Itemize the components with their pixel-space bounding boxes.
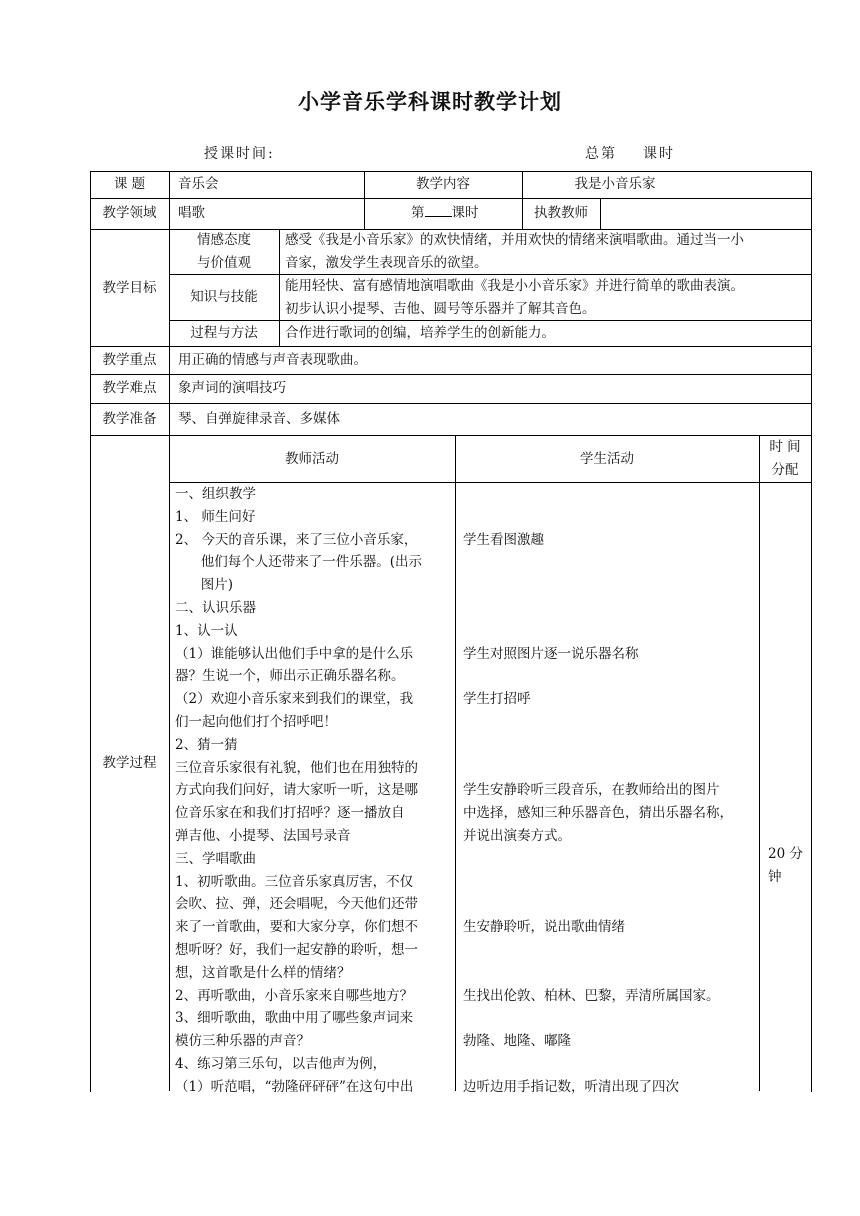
student-activity-line <box>463 962 759 985</box>
student-activity-line: 并说出演奏方式。 <box>463 827 571 844</box>
teacher-activity-line: 想听呀？好，我们一起安静的聆听，想一 <box>175 941 418 958</box>
teacher-activity-header: 教师活动 <box>285 451 339 467</box>
topic-label: 课 题 <box>113 176 146 192</box>
teacher-activity-line: 他们每个人还带来了一件乐器。(出示 <box>175 554 423 571</box>
student-activity-line <box>463 757 759 780</box>
lesson-label: 课时 <box>643 146 675 162</box>
skills-label: 知识与技能 <box>190 289 258 305</box>
student-activity-line <box>463 620 759 643</box>
student-activity-line: 学生安静聆听三段音乐，在教师给出的图片 <box>463 782 720 799</box>
teacher-activity-line: 1、认一认 <box>175 622 238 639</box>
student-activity-line <box>463 1053 759 1076</box>
teacher-activity-line: 3、细听歌曲，歌曲中用了哪些象声词来 <box>175 1010 414 1027</box>
teacher-activity-line: 想，这首歌是什么样的情绪？ <box>175 964 351 981</box>
method-text: 合作进行歌词的创编，培养学生的创新能力。 <box>285 325 555 341</box>
teacher-activity-line: （2）欢迎小音乐家来到我们的课堂，我 <box>175 691 414 708</box>
teacher-activity-line: 三、学唱歌曲 <box>175 850 256 867</box>
student-activity-list <box>463 483 759 1099</box>
period-prefix: 第 <box>411 205 425 221</box>
attitude-text: 感受《我是小音乐家》的欢快情绪，并用欢快的情绪来演唱歌曲。通过当一小 音家，激发学生表现音乐的欲望。 <box>285 232 744 271</box>
time-allocation: 20 分 钟 <box>768 846 803 885</box>
attitude-label: 情感态度 与价值观 <box>197 232 251 271</box>
process-label: 教学过程 <box>102 755 157 771</box>
teacher-activity-line: 2、猜一猜 <box>175 736 238 753</box>
student-activity-line: 边听边用手指记数，听清出现了四次 <box>463 1078 679 1095</box>
teacher-activity-line: 方式向我们问好，请大家听一听，这是哪 <box>175 782 418 799</box>
student-activity-line <box>463 893 759 916</box>
page-title: 小学音乐学科课时教学计划 <box>298 90 562 114</box>
difficulty-value: 象声词的演唱技巧 <box>178 380 286 396</box>
student-activity-header: 学生活动 <box>580 451 634 467</box>
student-activity-line <box>463 1007 759 1030</box>
student-activity-line <box>463 848 759 871</box>
total-label: 总第 <box>585 146 617 162</box>
student-activity-line <box>463 597 759 620</box>
teacher-activity-line: 图片) <box>175 577 234 594</box>
teacher-activity-line: （1）谁能够认出他们手中拿的是什么乐 <box>175 645 414 662</box>
preparation-value: 琴、自弹旋律录音、多媒体 <box>178 411 340 427</box>
student-activity-line <box>463 506 759 529</box>
student-activity-line: 中选择，感知三种乐器音色，猜出乐器名称， <box>463 805 733 822</box>
time-header: 时 间 分配 <box>769 439 801 478</box>
teacher-activity-line: 2、 今天的音乐课，来了三位小音乐家， <box>175 531 418 548</box>
student-activity-line <box>463 711 759 734</box>
student-activity-line: 生找出伦敦、柏林、巴黎，弄清所属国家。 <box>463 987 720 1004</box>
lesson-time-label: 授课时间: <box>204 146 275 162</box>
lesson-count <box>585 143 675 163</box>
goals-label: 教学目标 <box>102 280 157 296</box>
student-activity-line: 学生看图激趣 <box>463 531 544 548</box>
student-activity-line: 生安静聆听，说出歌曲情绪 <box>463 919 625 936</box>
student-activity-line <box>463 551 759 574</box>
teacher-activity-line: 位音乐家在和我们打招呼？逐一播放自 <box>175 805 405 822</box>
student-activity-line: 勃隆、地隆、嘟隆 <box>463 1033 571 1050</box>
key-point-label: 教学重点 <box>102 352 157 368</box>
teacher-activity-line: 2、再听歌曲，小音乐家来自哪些地方？ <box>175 987 414 1004</box>
teacher-label: 执教教师 <box>534 205 588 221</box>
student-activity-line: 学生对照图片逐一说乐器名称 <box>463 645 639 662</box>
teacher-activity-line: 1、 师生问好 <box>175 508 256 525</box>
teacher-activity-line: （1）听范唱，“勃隆砰砰砰”在这句中出 <box>175 1078 414 1095</box>
teacher-activity-line: 1、初听歌曲。三位音乐家真厉害，不仅 <box>175 873 414 890</box>
teacher-activity-line: 一、组织教学 <box>175 486 256 502</box>
student-activity-line <box>463 734 759 757</box>
method-label: 过程与方法 <box>190 325 258 341</box>
teacher-activity-line: 二、认识乐器 <box>175 599 256 616</box>
key-point-value: 用正确的情感与声音表现歌曲。 <box>178 352 367 368</box>
teacher-activity-line: 三位音乐家很有礼貌，他们也在用独特的 <box>175 759 418 776</box>
period-suffix: 课时 <box>451 205 479 221</box>
domain-label: 教学领域 <box>102 205 157 221</box>
teacher-activity-line: 模仿三种乐器的声音？ <box>175 1033 310 1050</box>
teacher-activity-line: 器？生说一个，师出示正确乐器名称。 <box>175 668 405 685</box>
teacher-activity-line: 4、练习第三乐句，以吉他声为例， <box>175 1055 387 1072</box>
student-activity-line <box>463 871 759 894</box>
teacher-activity-line: 弹吉他、小提琴、法国号录音 <box>175 827 351 844</box>
student-activity-line: 学生打招呼 <box>463 691 531 708</box>
difficulty-label: 教学难点 <box>102 380 157 396</box>
content-value: 我是小音乐家 <box>574 176 656 192</box>
teacher-activity-list <box>175 483 453 1099</box>
period-field <box>411 202 479 225</box>
preparation-label: 教学准备 <box>102 411 157 427</box>
topic-value: 音乐会 <box>178 176 219 192</box>
student-activity-line <box>463 665 759 688</box>
teacher-activity-line: 会吹、拉、弹，还会唱呢，今天他们还带 <box>175 896 418 913</box>
teacher-activity-line: 来了一首歌曲，要和大家分享，你们想不 <box>175 919 418 936</box>
domain-value: 唱歌 <box>178 205 205 221</box>
content-label: 教学内容 <box>416 176 470 192</box>
student-activity-line <box>463 483 759 506</box>
teacher-activity-line: 们一起向他们打个招呼吧！ <box>175 713 337 730</box>
student-activity-line <box>463 574 759 597</box>
skills-text: 能用轻快、富有感情地演唱歌曲《我是小小音乐家》并进行简单的歌曲表演。 初步认识小提琴、吉他、圆号等乐器并了解其音色。 <box>285 278 744 317</box>
student-activity-line <box>463 939 759 962</box>
